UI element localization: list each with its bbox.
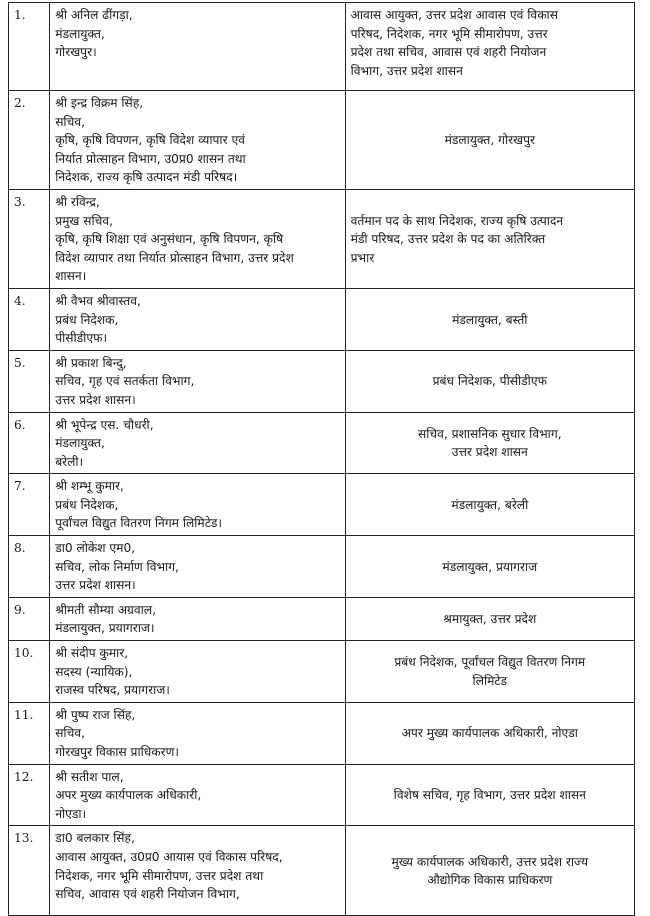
officer-details xyxy=(50,288,345,350)
serial-number: 7. xyxy=(9,474,50,536)
new-posting xyxy=(345,536,634,598)
text-line: प्रभार xyxy=(350,250,375,265)
text-line: मंडलायुक्त, बरेली xyxy=(451,497,529,512)
table-row xyxy=(9,91,635,190)
text-line: गोरखपुर विकास प्राधिकरण। xyxy=(55,745,180,759)
serial-number: 9. xyxy=(9,597,50,640)
table-row xyxy=(9,597,635,640)
text-line: शासन। xyxy=(55,269,87,284)
serial-number: 11. xyxy=(9,702,50,764)
text-line: निर्यात प्रोत्साहन विभाग, उ0प्र0 शासन तथा xyxy=(55,151,246,166)
new-posting xyxy=(345,826,634,916)
text-line: आवास आयुक्त, उ0प्र0 आयास एवं विकास परिषद, xyxy=(55,849,283,864)
text-line: निदेशक, राज्य कृषि उत्पादन मंडी परिषद। xyxy=(55,170,238,185)
text-line: श्री वैभव श्रीवास्तव, xyxy=(55,293,141,308)
officer-details xyxy=(50,474,345,536)
text-line: बरेली। xyxy=(55,454,84,469)
officer-details xyxy=(50,91,345,190)
table-row xyxy=(9,764,635,826)
new-posting xyxy=(345,91,634,190)
officer-details xyxy=(50,350,345,412)
text-line: प्रबंध निदेशक, पूर्वांचल विद्युत वितरण निगम xyxy=(394,655,586,670)
table-row xyxy=(9,189,635,288)
table-row xyxy=(9,412,635,474)
officer-details xyxy=(50,826,345,916)
text-line: मंडलायुक्त, गोरखपुर xyxy=(444,133,535,148)
new-posting xyxy=(345,702,634,764)
officer-details xyxy=(50,597,345,640)
text-line: श्री सतीश पाल, xyxy=(55,769,124,784)
table-row xyxy=(9,474,635,536)
serial-number: 8. xyxy=(9,536,50,598)
serial-number: 13. xyxy=(9,826,50,916)
text-line: नोएडा। xyxy=(55,806,87,821)
text-line: श्री भूपेन्द्र एस. चौधरी, xyxy=(55,417,154,432)
new-posting xyxy=(345,350,634,412)
new-posting xyxy=(345,412,634,474)
text-line: विशेष सचिव, गृह विभाग, उत्तर प्रदेश शासन xyxy=(393,788,586,803)
table-row xyxy=(9,641,635,703)
text-line: मंडलायुक्त, बस्ती xyxy=(452,312,528,327)
text-line: सचिव, प्रशासनिक सुधार विभाग, xyxy=(418,426,562,441)
text-line: प्रबंध निदेशक, पीसीडीएफ xyxy=(432,374,547,389)
text-line: सचिव, गृह एवं सतर्कता विभाग, xyxy=(55,374,195,389)
text-line: परिषद, निदेशक, नगर भूमि सीमारोपण, उत्तर xyxy=(350,26,548,41)
new-posting xyxy=(345,474,634,536)
text-line: कृषि, कृषि विपणन, कृषि विदेश व्यापार एवं xyxy=(55,133,245,148)
text-line: गोरखपुर। xyxy=(55,45,97,60)
text-line: आवास आयुक्त, उत्तर प्रदेश आवास एवं विकास xyxy=(350,8,558,22)
text-line: सचिव, xyxy=(55,114,85,129)
text-line: मंडी परिषद, उत्तर प्रदेश के पद का अतिरिक्त xyxy=(350,232,546,247)
officer-details xyxy=(50,702,345,764)
text-line: उत्तर प्रदेश शासन। xyxy=(55,392,136,407)
serial-number: 10. xyxy=(9,641,50,703)
text-line: वर्तमान पद के साथ निदेशक, राज्य कृषि उत्पादन xyxy=(350,213,564,228)
text-line: सचिव, xyxy=(55,726,85,741)
serial-number: 4. xyxy=(9,288,50,350)
text-line: औद्योगिक विकास प्राधिकरण xyxy=(427,873,553,888)
serial-number: 2. xyxy=(9,91,50,190)
text-line: सदस्य (न्यायिक), xyxy=(55,664,133,679)
text-line: प्रमुख सचिव, xyxy=(55,213,114,228)
text-line: श्री संदीप कुमार, xyxy=(55,646,129,661)
text-line: श्री शम्भू कुमार, xyxy=(55,479,124,494)
text-line: मंडलायुक्त, प्रयागराज xyxy=(442,559,538,574)
text-line: राजस्व परिषद, प्रयागराज। xyxy=(55,683,170,698)
new-posting xyxy=(345,641,634,703)
text-line: श्री पुष्प राज सिंह, xyxy=(55,707,136,722)
text-line: श्री प्रकाश बिन्दु, xyxy=(55,355,127,370)
serial-number: 3. xyxy=(9,189,50,288)
serial-number: 12. xyxy=(9,764,50,826)
text-line: मंडलायुक्त, xyxy=(55,436,105,451)
text-line: प्रदेश तथा सचिव, आवास एवं शहरी नियोजन xyxy=(350,45,547,60)
text-line: श्री अनिल ढींगड़ा, xyxy=(55,8,133,22)
text-line: डा0 बलकार सिंह, xyxy=(55,831,135,846)
new-posting xyxy=(345,288,634,350)
new-posting xyxy=(345,189,634,288)
text-line: अपर मुख्य कार्यपालक अधिकारी, नोएडा xyxy=(401,726,578,741)
table-row xyxy=(9,350,635,412)
new-posting xyxy=(345,3,634,91)
text-line: श्री रविन्द्र, xyxy=(55,194,100,209)
text-line: उत्तर प्रदेश शासन। xyxy=(55,578,136,593)
text-line: सचिव, लोक निर्माण विभाग, xyxy=(55,559,179,574)
serial-number: 6. xyxy=(9,412,50,474)
text-line: कृषि, कृषि शिक्षा एवं अनुसंधान, कृषि विपणन, कृषि xyxy=(55,232,284,247)
officer-details xyxy=(50,764,345,826)
officer-details xyxy=(50,641,345,703)
table-row xyxy=(9,702,635,764)
new-posting xyxy=(345,764,634,826)
serial-number: 1. xyxy=(9,3,50,91)
text-line: विदेश व्यापार तथा निर्यात प्रोत्साहन विभाग, उत्तर प्रदेश xyxy=(55,250,294,265)
serial-number: 5. xyxy=(9,350,50,412)
new-posting xyxy=(345,597,634,640)
officer-details xyxy=(50,3,345,91)
text-line: श्रमायुक्त, उत्तर प्रदेश xyxy=(443,612,537,627)
text-line: श्रीमती सौम्या अग्रवाल, xyxy=(55,602,156,617)
table-row xyxy=(9,3,635,91)
text-line: पूर्वांचल विद्युत वितरण निगम लिमिटेड। xyxy=(55,516,222,531)
table-row xyxy=(9,536,635,598)
text-line: मंडलायुक्त, xyxy=(55,26,105,41)
table-row xyxy=(9,288,635,350)
officer-details xyxy=(50,536,345,598)
text-line: डा0 लोकेश एम0, xyxy=(55,541,136,556)
text-line: लिमिटेड xyxy=(472,673,508,688)
text-line: प्रबंध निदेशक, xyxy=(55,312,119,327)
transfer-table xyxy=(8,2,635,916)
text-line: पीसीडीएफ। xyxy=(55,331,108,346)
text-line: निदेशक, नगर भूमि सीमारोपण, उत्तर प्रदेश तथा xyxy=(55,868,264,883)
officer-details xyxy=(50,412,345,474)
text-line: अपर मुख्य कार्यपालक अधिकारी, xyxy=(55,788,202,803)
text-line: मुख्य कार्यपालक अधिकारी, उत्तर प्रदेश राज्य xyxy=(391,854,589,869)
officer-details xyxy=(50,189,345,288)
table-row xyxy=(9,826,635,916)
text-line: प्रबंध निदेशक, xyxy=(55,497,119,512)
text-line: मंडलायुक्त, प्रयागराज। xyxy=(55,621,155,636)
text-line: सचिव, आवास एवं शहरी नियोजन विभाग, xyxy=(55,887,240,902)
text-line: विभाग, उत्तर प्रदेश शासन xyxy=(350,63,463,78)
text-line: उत्तर प्रदेश शासन xyxy=(451,445,528,460)
text-line: श्री इन्द्र विक्रम सिंह, xyxy=(55,96,144,110)
